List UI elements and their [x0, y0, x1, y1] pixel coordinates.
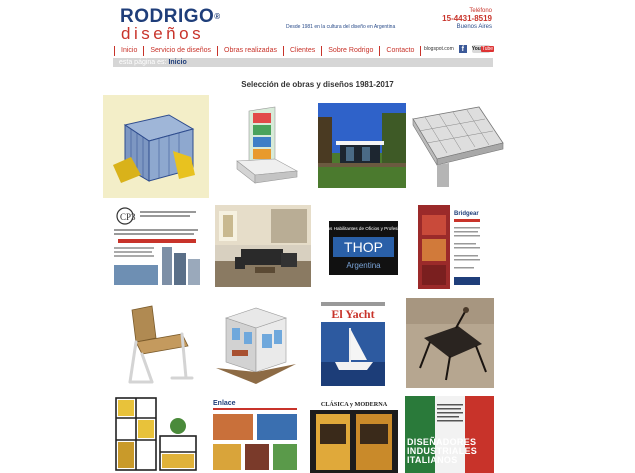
thumb-clasica-moderna[interactable]: [310, 396, 398, 473]
contact-label: Teléfono: [469, 8, 492, 14]
cp3-logo-text: CP3: [120, 212, 136, 222]
disenadores-title-text: DISEÑADORES INDUSTRIALES ITALIANOS: [407, 437, 478, 465]
thumb-pavilion-3d[interactable]: [103, 95, 209, 198]
nav-item-sobre[interactable]: Sobre Rodrigo: [321, 46, 379, 56]
facebook-icon[interactable]: f: [459, 45, 467, 53]
modern-house-image: [318, 103, 406, 188]
yacht-magazine-image: [319, 298, 387, 388]
thumb-shelving[interactable]: [112, 396, 200, 473]
chair-image: [112, 298, 202, 388]
youtube-label: You: [471, 46, 481, 52]
shelving-image: [112, 396, 200, 473]
thumb-disenadores-italianos[interactable]: [405, 396, 494, 473]
thumb-modern-house[interactable]: [318, 103, 406, 188]
contact-phone: 15-4431-8519: [442, 14, 492, 23]
contact-city: Buenos Aires: [456, 24, 492, 30]
enlace-brochure-image: [209, 396, 301, 473]
yacht-title-text: El Yacht: [331, 307, 375, 321]
nav-item-servicio[interactable]: Servicio de diseños: [143, 46, 217, 56]
bridgear-text: Bridgear: [454, 211, 479, 217]
cp3-brochure-image: [110, 205, 203, 287]
site-tagline: Desde 1981 en la cultura del diseño en Argentina: [286, 24, 396, 30]
youtube-tube-label: Tube: [481, 46, 494, 52]
thumb-sculpture[interactable]: [406, 298, 494, 388]
disenadores-italianos-image: [405, 396, 494, 473]
thumb-living-room[interactable]: [215, 205, 311, 287]
breadcrumb-current[interactable]: Inicio: [168, 59, 187, 66]
thumb-bridgear[interactable]: [418, 205, 484, 289]
enlace-title-text: Enlace: [213, 400, 236, 407]
living-room-image: [215, 205, 311, 287]
thumb-yacht-magazine[interactable]: [319, 298, 387, 388]
gallery-title: Selección de obras y diseños 1981-2017: [241, 80, 394, 89]
thumb-floor-plan[interactable]: [409, 103, 506, 188]
thop-title-text: Títulos Habilitantes de Oficios y Profesiones: [318, 226, 409, 231]
nav-item-inicio[interactable]: Inicio: [114, 46, 143, 56]
blog-link[interactable]: blogspot.com: [424, 46, 454, 52]
pavilion-3d-image: [103, 95, 209, 198]
clasica-moderna-image: [310, 396, 398, 473]
clasica-title-text: CLÁSICA y MODERNA: [320, 401, 388, 408]
thumb-display-stand[interactable]: [219, 103, 306, 188]
thumb-house-model[interactable]: [212, 298, 300, 388]
logo-main-text: RODRIGO®: [120, 6, 221, 27]
house-model-image: [212, 298, 300, 388]
bridgear-brochure-image: [418, 205, 484, 289]
thop-logo-image: [318, 221, 409, 275]
floor-plan-image: [409, 103, 506, 188]
thop-sub-text: Argentina: [346, 261, 381, 270]
breadcrumb-label: esta página es:: [119, 59, 167, 66]
logo-sub-text: diseños: [121, 24, 205, 43]
thop-logo-text: THOP: [344, 239, 383, 255]
nav-item-clientes[interactable]: Clientes: [283, 46, 321, 56]
nav-item-obras[interactable]: Obras realizadas: [217, 46, 283, 56]
thumb-chair[interactable]: [112, 298, 202, 388]
thumb-enlace[interactable]: [209, 396, 301, 473]
thumb-cp3-brochure[interactable]: [110, 205, 203, 287]
nav-item-contacto[interactable]: Contacto: [379, 46, 421, 56]
thumb-thop[interactable]: [318, 221, 409, 275]
sculpture-image: [406, 298, 494, 388]
display-stand-image: [219, 103, 306, 188]
